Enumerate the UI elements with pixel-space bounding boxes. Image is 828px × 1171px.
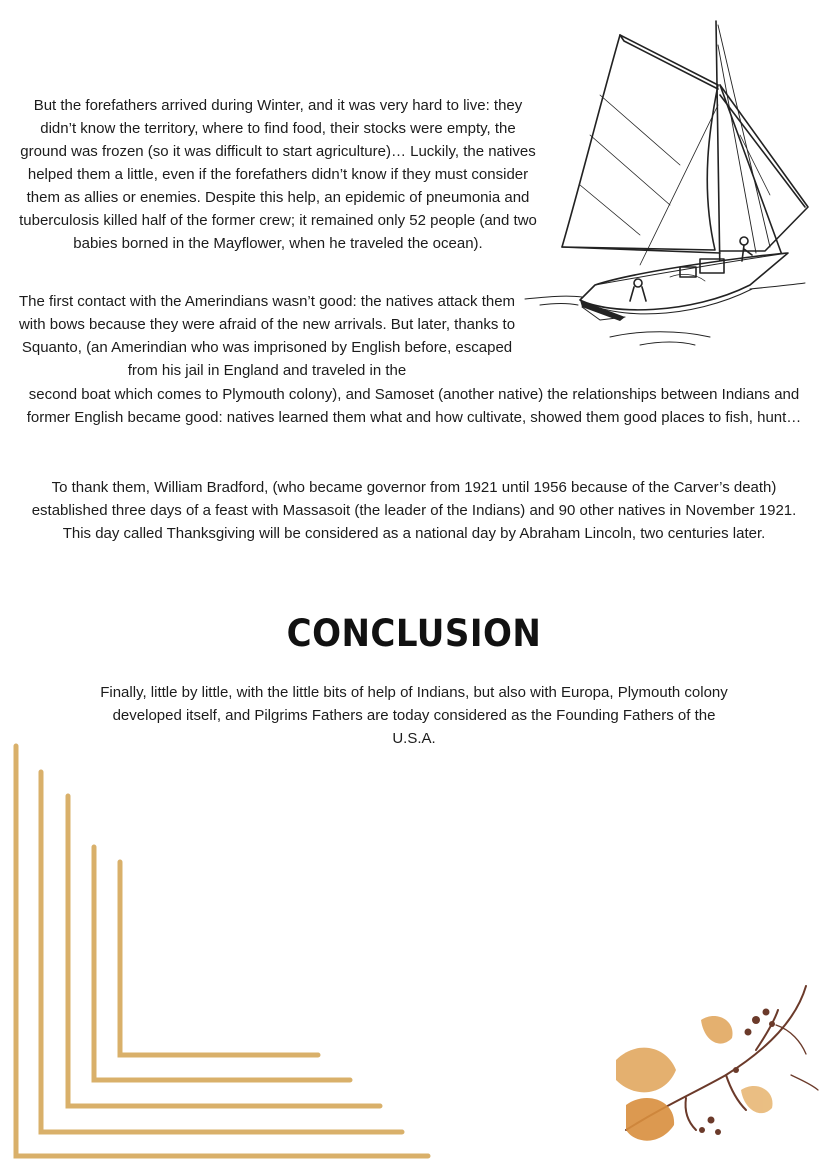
conclusion-heading: CONCLUSION	[286, 612, 542, 655]
paragraph-relationships: second boat which comes to Plymouth colony), and Samoset (another native) the relationships between Indians and former English became good: natives learned them what and how cultivate, showed them good places to fish, hunt…	[26, 386, 802, 426]
conclusion-text: Finally, little by little, with the little bits of help of Indians, but also with Europa, Plymouth colony developed itself, and Pilgrims Fathers are today considered as the Founding Fathers of the U.S.A.	[100, 684, 728, 747]
paragraph-thanksgiving: To thank them, William Bradford, (who became governor from 1921 until 1956 because of the Carver’s death) established three days of a feast with Massasoit (the leader of the Indians) and 90 other natives in November 1921. This day called Thanksgiving will be considered as a national day by Abraham Lincoln, two centuries later.	[31, 479, 797, 542]
autumn-leaf-branch	[606, 980, 821, 1160]
gold-corner-lines	[0, 740, 440, 1170]
sailboat-illustration	[520, 15, 820, 355]
paragraph-first-contact: The first contact with the Amerindians wasn’t good: the natives attack them with bows because they were afraid of the new arrivals. But later, thanks to Squanto, (an Amerindian who was imprisoned by English before, escaped from his jail in England and traveled in the	[18, 293, 516, 379]
paragraph-winter-hardships: But the forefathers arrived during Winter, and it was very hard to live: they didn’t know the territory, where to find food, their stocks were empty, the ground was frozen (so it was difficult to start agriculture)… Luckily, the natives helped them a little, even if the forefathers didn’t know if they must consider them as allies or enemies. Despite this help, an epidemic of pneumonia and tuberculosis killed half of the former crew; it remained only 52 people (and two babies borned in the Mayflower, when he traveled the ocean).	[19, 97, 537, 252]
